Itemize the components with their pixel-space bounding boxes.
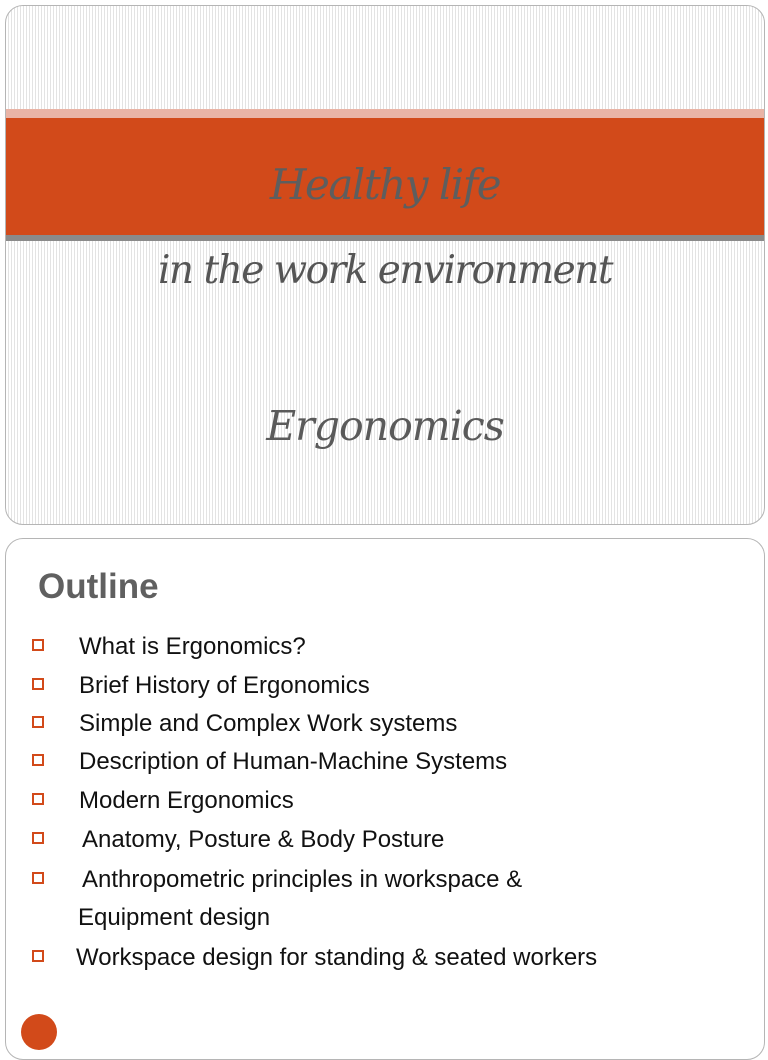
square-outline-bullet-icon [32,678,44,690]
slide-title: Healthy life [269,160,501,209]
outline-item-text: Anatomy, Posture & Body Posture [82,826,445,853]
square-outline-bullet-icon [32,793,44,805]
outline-list [6,539,764,1059]
outline-item-text: Anthropometric principles in workspace & [82,866,523,893]
outline-heading: Outline [38,567,159,606]
square-outline-bullet-icon [32,872,44,884]
title-band-top-stripe [6,109,764,118]
slide-subtitle: in the work environment [157,248,613,293]
outline-slide [5,538,765,1060]
outline-item-text: What is Ergonomics? [79,633,306,660]
square-outline-bullet-icon [32,639,44,651]
corner-accent-circle [21,1014,57,1050]
title-slide [5,5,765,525]
title-band-bottom-stripe [6,235,764,241]
outline-item-text: Brief History of Ergonomics [79,672,370,699]
square-outline-bullet-icon [32,716,44,728]
outline-item-text: Equipment design [78,904,271,931]
outline-item-text: Simple and Complex Work systems [79,710,458,737]
outline-item-text: Modern Ergonomics [79,787,294,814]
outline-item-text: Description of Human-Machine Systems [79,748,508,775]
square-outline-bullet-icon [32,832,44,844]
square-outline-bullet-icon [32,754,44,766]
slide-topic: Ergonomics [266,402,504,450]
outline-item-text: Workspace design for standing & seated workers [76,944,598,971]
square-outline-bullet-icon [32,950,44,962]
